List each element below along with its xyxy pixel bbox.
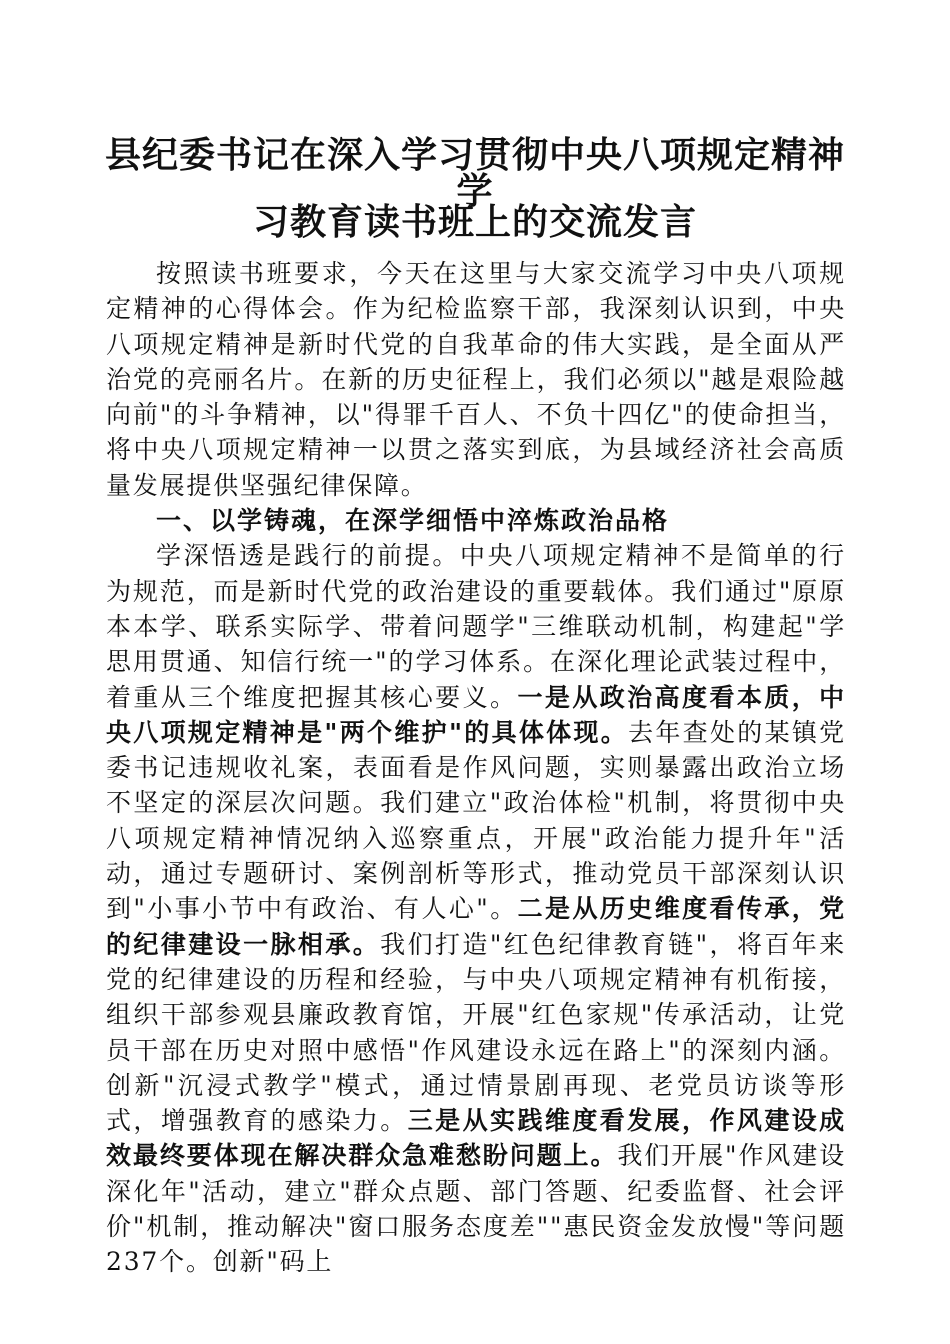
section-heading: 一、以学铸魂，在深学细悟中淬炼政治品格 [156,506,670,536]
bold-point-3: 三是从实践维度看发展，作风建设成效最终要体现在解决群众急难愁盼问题上。 [106,1106,846,1171]
document-body [106,256,846,1280]
intro-paragraph: 按照读书班要求，今天在这里与大家交流学习中央八项规定精神的心得体会。作为纪检监察干部，我深刻认识到，中央八项规定精神是新时代党的自我革命的伟大实践，是全面从严治党的亮丽名片。在新的历史征程上，我们必须以"越是艰险越向前"的斗争精神，以"得罪千百人、不负十四亿"的使命担当，将中央八项规定精神一以贯之落实到底，为县域经济社会高质量发展提供坚强纪律保障。 [106,259,846,500]
paragraph-text: 我们开展"作风建设深化年"活动，建立"群众点题、部门答题、纪委监督、社会评价"机制，推动解决"窗口服务态度差""惠民资金发放慢"等问题237个。创新"码上 [106,1141,847,1277]
document-title-line2: 习教育读书班上的交流发言 [252,202,697,243]
paragraph-text: 学深悟透是践行的前提。中央八项规定精神不是简单的行为规范，而是新时代党的政治建设的重要载体。我们通过"原原本本学、联系实际学、带着问题学"三维联动机制，构建起"学思用贯通、知信行统一"的学习体系。在深化理论武装过程中，着重从三个维度把握其核心要义。 [106,541,846,712]
document-title-line1: 县纪委书记在深入学习贯彻中央八项规定精神学 [104,135,845,212]
bold-point-1: 一是从政治高度看本质，中央八项规定精神是"两个维护"的具体体现。 [106,682,846,747]
paragraph-text: 我们打造"红色纪律教育链"，将百年来党的纪律建设的历程和经验，与中央八项规定精神有机衔接，组织干部参观县廉政教育馆，开展"红色家规"传承活动，让党员干部在历史对照中感悟"作风建设永远在路上"的深刻内涵。创新"沉浸式教学"模式，通过情景剧再现、老党员访谈等形式，增强教育的感染力。 [106,929,846,1136]
bold-point-2: 二是从历史维度看传承，党的纪律建设一脉相承。 [106,894,846,959]
section-paragraph [106,538,846,1279]
paragraph-text: 去年查处的某镇党委书记违规收礼案，表面看是作风问题，实则暴露出政治立场不坚定的深层次问题。我们建立"政治体检"机制，将贯彻中央八项规定精神情况纳入巡察重点，开展"政治能力提升年"活动，通过专题研讨、案例剖析等形式，推动党员干部深刻认识到"小事小节中有政治、有人心"。 [106,717,846,924]
